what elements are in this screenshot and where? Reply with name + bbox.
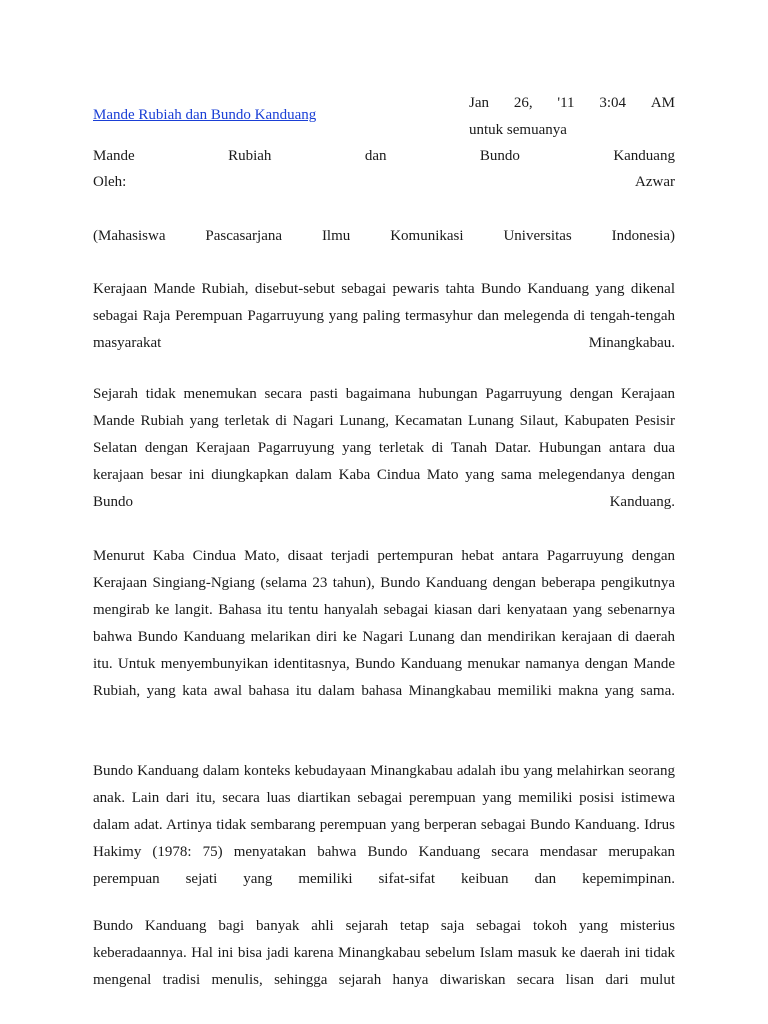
date-day: 26, [513,95,533,111]
byline-label: Oleh: [93,174,127,190]
date-month: Jan [469,95,489,111]
title-word: Mande [93,148,135,164]
post-title-link[interactable]: Mande Rubiah dan Bundo Kanduang [93,107,317,123]
affiliation-word: Indonesia) [611,228,675,244]
date-time: 3:04 [599,95,627,111]
date-ampm: AM [650,95,675,111]
byline [93,172,675,192]
article-paragraph: Bundo Kanduang dalam konteks kebudayaan Minangkabau adalah ibu yang melahirkan seorang anak. Lain dari itu, secara luas diartikan sebagai perempuan yang memiliki posisi istimewa dalam adat. Artinya tidak sembarang perempuan yang berperan sebagai Bundo Kanduang. Idrus Hakimy (1978: 75) menyatakan bahwa Bundo Kanduang secara mendasar merupakan perempuan sejati yang memiliki sifat-sifat keibuan dan kepemimpinan. [93,763,675,887]
affiliation-word: (Mahasiswa [93,228,166,244]
affiliation-word: Ilmu [321,228,351,244]
article-title [93,146,675,166]
title-word: Bundo [479,148,520,164]
byline-name: Azwar [635,174,675,190]
title-word: dan [364,148,387,164]
article-paragraph: Sejarah tidak menemukan secara pasti bagaimana hubungan Pagarruyung dengan Kerajaan Mande Rubiah yang terletak di Nagari Lunang, Kecamatan Lunang Silaut, Kabupaten Pesisir Selatan dengan Kerajaan Pagarruyung yang terletak di Tanah Datar. Hubungan antara dua kerajaan besar ini diungkapkan dalam Kaba Cindua Mato yang sama melegendanya dengan Bundo Kanduang. [93,386,675,510]
article-paragraph: Menurut Kaba Cindua Mato, disaat terjadi pertempuran hebat antara Pagarruyung dengan Kerajaan Singiang-Ngiang (selama 23 tahun), Bundo Kanduang dengan beberapa pengikutnya mengirab ke langit. Bahasa itu tentu hanyalah sebagai kiasan dari kenyataan yang sebenarnya bahwa Bundo Kanduang melarikan diri ke Nagari Lunang dan mendirikan kerajaan di daerah itu. Untuk menyembunyikan identitasnya, Bundo Kanduang menukar namanya dengan Mande Rubiah, yang kata awal bahasa itu dalam bahasa Minangkabau memiliki makna yang sama. [93,548,675,699]
title-word: Kanduang [613,148,675,164]
affiliation-word: Pascasarjana [205,228,283,244]
affiliation-word: Komunikasi [390,228,464,244]
article-paragraph: Bundo Kanduang bagi banyak ahli sejarah tetap saja sebagai tokoh yang misterius keberadaannya. Hal ini bisa jadi karena Minangkabau sebelum Islam masuk ke daerah ini tidak mengenal tradisi menulis, sehingga sejarah hanya diwariskan secara lisan dari mulut [93,918,675,988]
post-audience: untuk semuanya [469,122,567,138]
article-paragraph: Kerajaan Mande Rubiah, disebut-sebut sebagai pewaris tahta Bundo Kanduang yang dikenal sebagai Raja Perempuan Pagarruyung yang paling termasyhur dan melegenda di tengah-tengah masyarakat Minangkabau. [93,281,675,351]
title-word: Rubiah [228,148,272,164]
author-affiliation [93,226,675,246]
post-date [469,93,675,113]
date-year: '11 [557,95,575,111]
affiliation-word: Universitas [503,228,572,244]
